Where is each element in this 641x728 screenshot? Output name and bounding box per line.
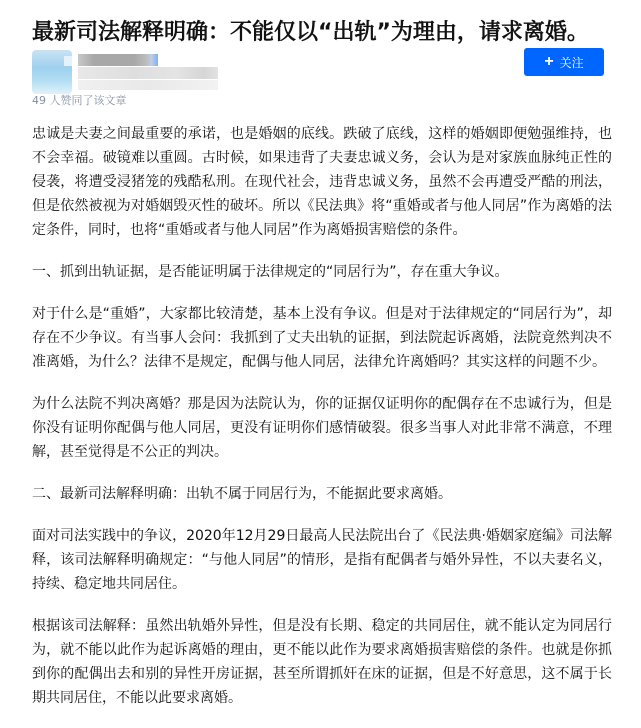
follow-button-label: 关注 [559, 55, 584, 70]
author-headline-blurred-2 [78, 80, 218, 90]
paragraph: 对于什么是“重婚”，大家都比较清楚，基本上没有争议。但是对于法律规定的“同居行为”，却存在不少争议。有当事人会问：我抓到了丈夫出轨的证据，到法院起诉离婚，法院竟然判决不准离婚，为什么？法律不是规定，配偶与他人同居，法律允许离婚吗？其实这样的问题不少。 [32, 306, 612, 370]
paragraph: 面对司法实践中的争议，2020年12月29日最高人民法院出台了《民法典·婚姻家庭编》司法解释，该司法解释明确规定：“与他人同居”的情形，是指有配偶者与婚外异性，不以夫妻名义，持续、稳定地共同居住。 [32, 528, 612, 592]
author-name-blurred[interactable] [78, 54, 158, 66]
plus-icon: + [544, 53, 554, 70]
paragraph: 为什么法院不判决离婚？那是因为法院认为，你的证据仅证明你的配偶存在不忠诚行为，但是你没有证明你配偶与他人同居，更没有证明你们感情破裂。很多当事人对此非常不满意，不理解，甚至觉得是不公正的判决。 [32, 396, 612, 460]
section-heading: 二、最新司法解释明确：出轨不属于同居行为，不能据此要求离婚。 [32, 486, 452, 502]
follow-button[interactable] [524, 48, 604, 76]
paragraph: 忠诚是夫妻之间最重要的承诺，也是婚姻的底线。跌破了底线，这样的婚姻即便勉强维持，也不会幸福。破镜难以重圆。古时候，如果违背了夫妻忠诚义务，会认为是对家族血脉纯正性的侵袭，将遭受浸猪笼的残酷私刑。在现代社会，违背忠诚义务，虽然不会再遭受严酷的刑法，但是依然被视为对婚姻毁灭性的破坏。所以《民法典》将“重婚或者与他人同居”作为离婚的法定条件，同时，也将“重婚或者与他人同居”作为离婚损害赔偿的条件。 [32, 126, 612, 238]
section-heading: 一、抓到出轨证据，是否能证明属于法律规定的“同居行为”，存在重大争议。 [32, 264, 509, 280]
paragraph: 根据该司法解释：虽然出轨婚外异性，但是没有长期、稳定的共同居住，就不能认定为同居行为，就不能以此作为起诉离婚的理由，更不能以此作为要求离婚损害赔偿的条件。也就是你抓到你的配偶出去和别的异性开房证据，甚至所谓抓奸在床的证据，但是不好意思，这不属于长期共同居住，不能以此要求离婚。 [32, 618, 612, 706]
author-headline-blurred [78, 67, 218, 79]
article-title: 最新司法解释明确：不能仅以“出轨”为理由，请求离婚。 [32, 19, 589, 45]
avatar-badge-icon [64, 56, 72, 66]
likes-count: 49 人赞同了该文章 [32, 94, 127, 107]
article-body [32, 122, 612, 728]
